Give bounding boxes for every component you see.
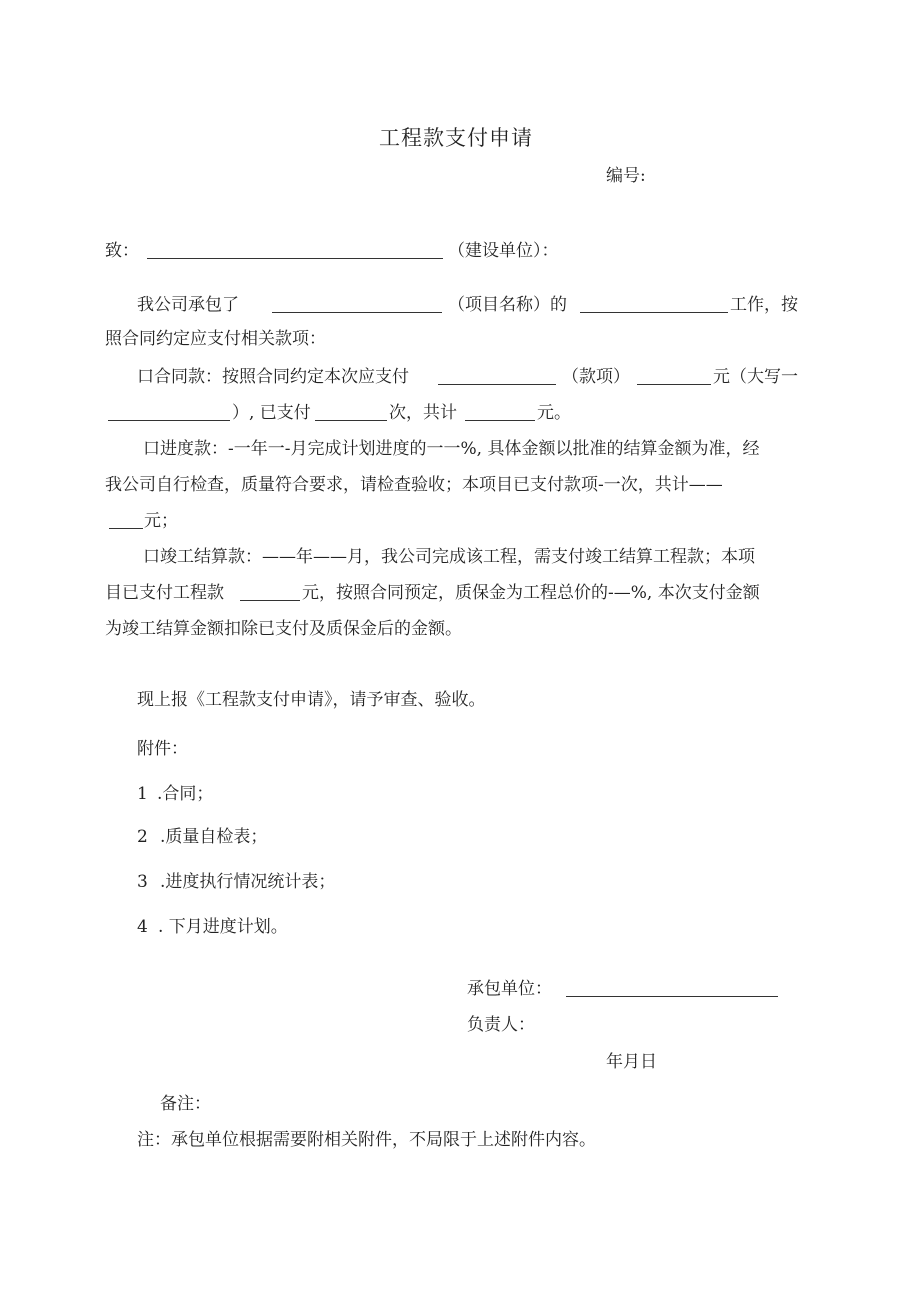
to-blank[interactable]: [147, 243, 443, 259]
attachment-item: .质量自检表；: [160, 827, 268, 847]
project-name-blank[interactable]: [272, 297, 442, 313]
to-label: 致：: [105, 241, 139, 261]
progress-text-a: 口进度款：-一年一-月完成计划进度的一一%, 具体金额以批准的结算金额为准，经: [143, 439, 760, 459]
progress-text-c: 元；: [144, 511, 178, 531]
note-text: 注：承包单位根据需要附相关附件，不局限于上述附件内容。: [137, 1130, 596, 1150]
attachments-label: 附件：: [137, 739, 188, 759]
attachment-item: . 下月进度计划。: [158, 917, 288, 937]
completion-paid-blank[interactable]: [240, 585, 300, 601]
document-title: 工程款支付申请: [379, 126, 533, 150]
progress-total-blank[interactable]: [109, 513, 143, 529]
contract-capital-blank[interactable]: [108, 405, 230, 421]
report-text: 现上报《工程款支付申请》，请予审查、验收。: [137, 690, 486, 710]
to-suffix: （建设单位）：: [448, 241, 559, 261]
contract-text-b: （款项）: [562, 367, 630, 387]
work-blank[interactable]: [580, 297, 728, 313]
remarks-label: 备注：: [160, 1094, 211, 1114]
attachment-number: 2: [137, 827, 148, 847]
contract-text-e: 次，共计: [389, 403, 457, 423]
contract-text-d: ）, 已支付: [232, 403, 311, 423]
person-label: 负责人：: [467, 1015, 535, 1035]
attachment-number: 3: [137, 872, 148, 892]
contract-text-f: 元。: [537, 403, 571, 423]
attachment-number: 4: [137, 917, 148, 937]
attachment-item: .进度执行情况统计表；: [160, 872, 336, 892]
contract-amount-blank[interactable]: [637, 369, 711, 385]
p1-text-b: （项目名称）的: [448, 295, 567, 315]
completion-text-c: 元，按照合同预定，质保金为工程总价的-—%, 本次支付金额: [302, 583, 760, 603]
contract-total-blank[interactable]: [465, 405, 535, 421]
p1-text-d: 照合同约定应支付相关款项：: [105, 329, 326, 349]
contract-text-a: 口合同款：按照合同约定本次应支付: [137, 367, 409, 387]
attachment-number: 1: [137, 784, 148, 804]
contract-item-blank[interactable]: [438, 369, 556, 385]
contractor-label: 承包单位：: [467, 979, 552, 999]
progress-text-b: 我公司自行检查，质量符合要求，请检查验收；本项目已支付款项-一次，共计——: [105, 475, 723, 495]
completion-text-d: 为竣工结算金额扣除已支付及质保金后的金额。: [105, 619, 462, 639]
p1-text-c: 工作，按: [730, 295, 798, 315]
contract-times-blank[interactable]: [315, 405, 387, 421]
date-label: 年月日: [606, 1052, 657, 1072]
contract-text-c: 元（大写一: [713, 367, 798, 387]
completion-text-a: 口竣工结算款：——年——月，我公司完成该工程，需支付竣工结算工程款；本项: [143, 547, 755, 567]
p1-text-a: 我公司承包了: [137, 295, 239, 315]
attachment-item: .合同；: [157, 784, 214, 804]
number-label: 编号:: [606, 166, 646, 186]
contractor-blank[interactable]: [566, 981, 778, 997]
completion-text-b: 目已支付工程款: [105, 583, 224, 603]
